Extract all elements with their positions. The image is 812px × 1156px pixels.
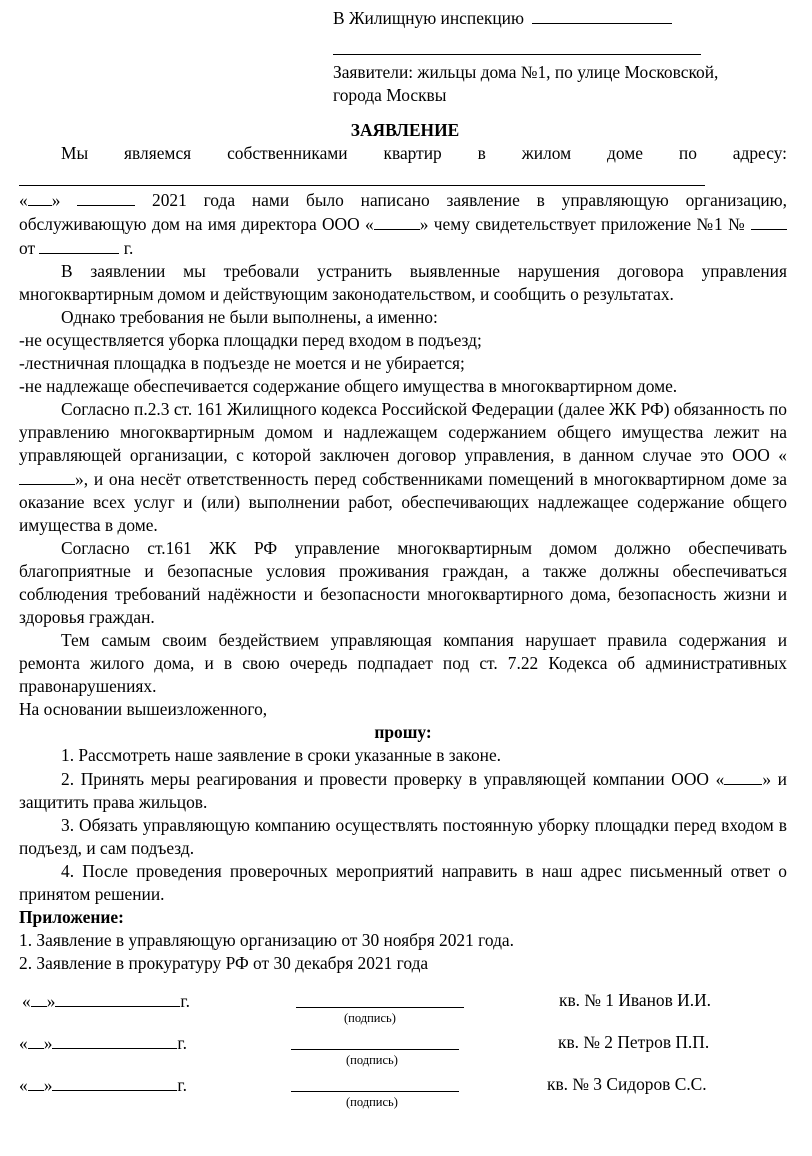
- managing-company-blank[interactable]: [19, 467, 75, 485]
- request-item: 4. После проведения проверочных мероприятий направить в наш адрес письменный ответ о принятом решении.: [19, 861, 787, 904]
- open-quote: «: [715, 769, 725, 789]
- signature-date: [22, 989, 190, 1013]
- inspection-name-blank[interactable]: [532, 6, 672, 24]
- request-item: 1. Рассмотреть наше заявление в сроки указанные в законе.: [61, 745, 502, 765]
- request-heading: прошу:: [374, 722, 432, 742]
- request-item: 3. Обязать управляющую компанию осуществлять постоянную уборку площадки перед входом в подъезд, и сам подъезд.: [19, 815, 787, 858]
- signature-caption: (подпись): [346, 1095, 398, 1109]
- paragraph-legal-basis: [19, 398, 787, 537]
- close-quote: »: [46, 991, 56, 1011]
- year-suffix: г.: [180, 991, 190, 1011]
- day-blank[interactable]: [28, 188, 52, 206]
- document-body: [19, 142, 787, 975]
- paragraph-article-161: Согласно ст.161 ЖК РФ управление многоквартирным домом должно обеспечивать благоприятные и безопасные условия проживания граждан, а также должны обеспечиваться соблюдения требований надёжности и безопасности многоквартирного дома, безопасность жизни и здоровья граждан.: [19, 538, 787, 627]
- open-quote: «: [19, 1033, 28, 1053]
- attachments-heading: Приложение:: [19, 907, 124, 927]
- applicants-line-2: города Москвы: [333, 85, 447, 105]
- signature-date: [19, 1073, 187, 1097]
- paragraph-previous-complaint: [19, 188, 787, 260]
- violation-item: -не надлежаще обеспечивается содержание общего имущества в многоквартирном доме.: [19, 376, 678, 396]
- legal-basis-text-a: Согласно п.2.3 ст. 161 Жилищного кодекса Российской Федерации (далее ЖК РФ) обязанность по управлению многоквартирным домом и надлежащем содержанием общего имущества лежит на управляющей организации, с которой заключен договор управления, в данном случае это ООО «: [19, 399, 787, 465]
- sign-date-blank[interactable]: [52, 1031, 177, 1049]
- address-intro: Мы являемся собственниками квартир в жилом доме по адресу:: [61, 143, 787, 163]
- attachment-date-blank[interactable]: [39, 236, 119, 254]
- company-name-blank[interactable]: [374, 212, 420, 230]
- signature-line[interactable]: [291, 1091, 459, 1092]
- signature-line[interactable]: [296, 1007, 464, 1008]
- company-name-blank[interactable]: [724, 767, 762, 785]
- paragraph-based-on: На основании вышеизложенного,: [19, 699, 268, 719]
- sign-date-blank[interactable]: [52, 1073, 177, 1091]
- request-item: [19, 767, 787, 814]
- address-blank[interactable]: [19, 165, 705, 186]
- complaint-text-b: » чему свидетельствует приложение №1 №: [419, 214, 746, 234]
- addressee-block: [333, 6, 793, 107]
- legal-basis-text-b: », и она несёт ответственность перед собственниками помещений в многоквартирном доме за оказание всех услуг и (или) выполнении работ, обеспечивающих надлежащее содержание общего имущества в доме.: [19, 469, 787, 535]
- year-suffix: г.: [177, 1075, 187, 1095]
- applicants-blank-line: [333, 38, 793, 61]
- document-title: ЗАЯВЛЕНИЕ: [350, 120, 460, 140]
- attachment-item: 1. Заявление в управляющую организацию от 30 ноября 2021 года.: [19, 930, 514, 950]
- complaint-text-c: от: [19, 238, 36, 258]
- attachment-item: 2. Заявление в прокуратуру РФ от 30 декабря 2021 года: [19, 953, 429, 973]
- signature-row: [0, 989, 812, 1033]
- open-quote: «: [19, 1075, 28, 1095]
- open-quote: «: [22, 991, 31, 1011]
- signatory-name: кв. № 3 Сидоров С.С.: [547, 1074, 707, 1094]
- signature-line[interactable]: [291, 1049, 459, 1050]
- request-item-2-text-a: 2. Принять меры реагирования и провести проверку в управляющей компании ООО: [61, 769, 709, 789]
- applicants-blank[interactable]: [333, 44, 701, 55]
- attachment-number-blank[interactable]: [751, 212, 787, 230]
- sign-day-blank[interactable]: [31, 989, 47, 1007]
- sign-day-blank[interactable]: [28, 1073, 44, 1091]
- violation-item: -лестничная площадка в подъезде не моется и не убирается;: [19, 353, 465, 373]
- sign-day-blank[interactable]: [28, 1031, 44, 1049]
- signature-date: [19, 1031, 187, 1055]
- close-quote: »: [43, 1075, 53, 1095]
- addressee-text: В Жилищную инспекцию: [333, 8, 524, 28]
- paragraph-violation-consequence: Тем самым своим бездействием управляющая компания нарушает правила содержания и ремонта жилого дома, и в свою очередь подпадает под ст. 7.22 Кодекса об административных правонарушениях.: [19, 630, 787, 696]
- applicants-line-1: Заявители: жильцы дома №1, по улице Московской,: [333, 62, 719, 82]
- complaint-text-a: 2021 года нами было написано заявление в управляющую организацию, обслуживающую дом на имя директора ООО «: [19, 190, 787, 234]
- year-suffix: г.: [177, 1033, 187, 1053]
- addressee-line: [333, 6, 793, 30]
- sign-date-blank[interactable]: [55, 989, 180, 1007]
- paragraph-address: [19, 142, 787, 165]
- month-blank[interactable]: [77, 188, 135, 206]
- signature-row: [0, 1073, 812, 1117]
- complaint-text-d: г.: [123, 238, 134, 258]
- request-item-2-text-c: » и защитить права жильцов.: [19, 769, 787, 812]
- signatory-name: кв. № 2 Петров П.П.: [558, 1032, 710, 1052]
- close-quote: »: [51, 190, 61, 210]
- signatory-name: кв. № 1 Иванов И.И.: [559, 990, 711, 1010]
- address-blank-line: [19, 165, 787, 188]
- signature-caption: (подпись): [344, 1011, 396, 1025]
- open-quote: «: [19, 190, 28, 210]
- signature-caption: (подпись): [346, 1053, 398, 1067]
- paragraph-not-fulfilled: Однако требования не были выполнены, а именно:: [61, 307, 438, 327]
- signature-row: [0, 1031, 812, 1075]
- close-quote: »: [43, 1033, 53, 1053]
- paragraph-demands: В заявлении мы требовали устранить выявленные нарушения договора управления многоквартирным домом и действующим законодательством, и сообщить о результатах.: [19, 261, 787, 304]
- violation-item: -не осуществляется уборка площадки перед входом в подъезд;: [19, 330, 482, 350]
